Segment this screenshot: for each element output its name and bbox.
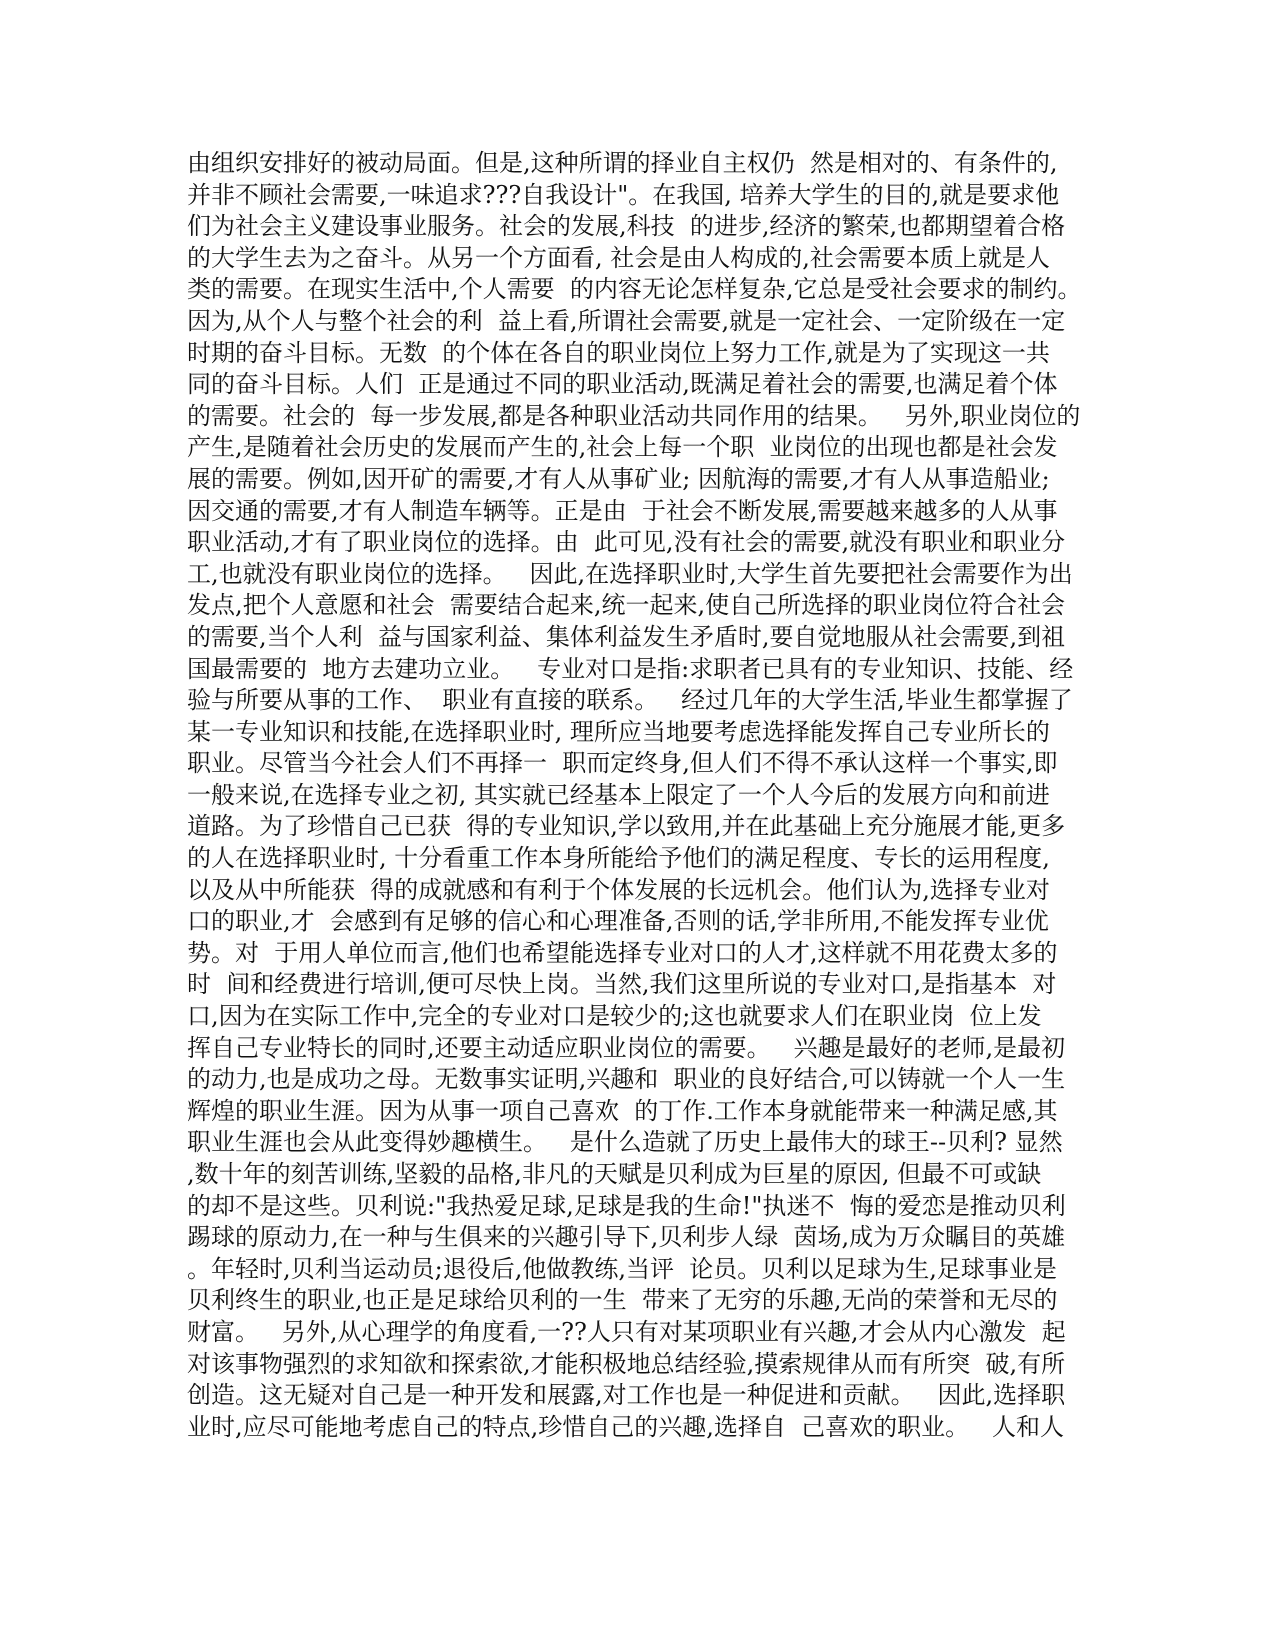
text-line: 的需要。社会的 每一步发展,都是各种职业活动共同作用的结果。 另外,职业岗位的 — [187, 401, 1081, 430]
text-line: 以及从中所能获 得的成就感和有利于个体发展的长远机会。他们认为,选择专业对 — [187, 875, 1050, 904]
text-line: 辉煌的职业生涯。因为从事一项自己喜欢 的丁作.工作本身就能带来一种满足感,其 — [187, 1096, 1058, 1125]
text-line: 工,也就没有职业岗位的选择。 因此,在选择职业时,大学生首先要把社会需要作为出 — [187, 559, 1073, 588]
text-line: 时期的奋斗目标。无数 的个体在各自的职业岗位上努力工作,就是为了实现这一共 — [187, 338, 1050, 367]
text-line: 由组织安排好的被动局面。但是,这种所谓的择业自主权仍 然是相对的、有条件的, — [187, 149, 1058, 177]
text-line: 口,因为在实际工作中,完全的专业对口是较少的;这也就要求人们在职业岗 位上发 — [187, 1002, 1042, 1031]
text-line: 势。对 于用人单位而言,他们也希望能选择专业对口的人才,这样就不用花费太多的 — [187, 938, 1058, 967]
text-line: 对该事物强烈的求知欲和探索欲,才能积极地总结经验,摸索规律从而有所突 破,有所 — [187, 1349, 1066, 1378]
text-line: 的却不是这些。贝利说:"我热爱足球,足球是我的生命!"执迷不 悔的爱恋是推动贝利 — [187, 1191, 1066, 1220]
text-line: 国最需要的 地方去建功立业。 专业对口是指:求职者已具有的专业知识、技能、经 — [187, 654, 1074, 683]
text-line: 口的职业,才 会感到有足够的信心和心理准备,否则的话,学非所用,不能发挥专业优 — [187, 907, 1049, 936]
text-line: 创造。这无疑对自己是一种开发和展露,对工作也是一种促进和贡献。 因此,选择职 — [187, 1381, 1066, 1410]
text-line: 挥自己专业特长的同时,还要主动适应职业岗位的需要。 兴趣是最好的老师,是最初 — [187, 1033, 1066, 1062]
text-line: 展的需要。例如,因开矿的需要,才有人从事矿业; 因航海的需要,才有人从事造船业; — [187, 464, 1050, 493]
text-line: 的动力,也是成功之母。无数事实证明,兴趣和 职业的良好结合,可以铸就一个人一生 — [187, 1065, 1066, 1094]
text-line: 产生,是随着社会历史的发展而产生的,社会上每一个职 业岗位的出现也都是社会发 — [187, 433, 1058, 462]
text-line: 财富。 另外,从心理学的角度看,一??人只有对某项职业有兴趣,才会从内心激发 起 — [187, 1317, 1066, 1346]
text-line: 贝利终生的职业,也正是足球给贝利的一生 带来了无穷的乐趣,无尚的荣誉和无尽的 — [187, 1286, 1058, 1315]
text-line: ,数十年的刻苦训练,坚毅的品格,非凡的天赋是贝利成为巨星的原因, 但最不可或缺 — [187, 1160, 1042, 1188]
text-line: 验与所要从事的工作、 职业有直接的联系。 经过几年的大学生活,毕业生都掌握了 — [187, 686, 1073, 715]
text-line: 。年轻时,贝利当运动员;退役后,他做教练,当评 论员。贝利以足球为生,足球事业是 — [187, 1254, 1057, 1283]
text-line: 因为,从个人与整个社会的利 益上看,所谓社会需要,就是一定社会、一定阶级在一定 — [187, 306, 1066, 335]
text-line: 同的奋斗目标。人们 正是通过不同的职业活动,既满足着社会的需要,也满足着个体 — [187, 370, 1058, 399]
text-line: 并非不顾社会需要,一味追求???自我设计"。在我国, 培养大学生的目的,就是要求他 — [187, 180, 1060, 209]
text-line: 某一专业知识和技能,在选择职业时, 理所应当地要考虑选择能发挥自己专业所长的 — [187, 717, 1050, 746]
text-line: 道路。为了珍惜自己已获 得的专业知识,学以致用,并在此基础上充分施展才能,更多 — [187, 812, 1066, 841]
body-text — [187, 148, 1087, 1443]
text-line: 时 间和经费进行培训,便可尽快上岗。当然,我们这里所说的专业对口,是指基本 对 — [187, 970, 1057, 999]
text-line: 的需要,当个人利 益与国家利益、集体利益发生矛盾时,要自觉地服从社会需要,到祖 — [187, 622, 1066, 651]
text-line: 一般来说,在选择专业之初, 其实就已经基本上限定了一个人今后的发展方向和前进 — [187, 780, 1050, 809]
text-line: 因交通的需要,才有人制造车辆等。正是由 于社会不断发展,需要越来越多的人从事 — [187, 496, 1058, 525]
text-line: 职业生涯也会从此变得妙趣横生。 是什么造就了历史上最伟大的球王--贝利? 显然 — [187, 1128, 1063, 1157]
text-line: 类的需要。在现实生活中,个人需要 的内容无论怎样复杂,它总是受社会要求的制约。 — [187, 275, 1082, 304]
text-line: 职业活动,才有了职业岗位的选择。由 此可见,没有社会的需要,就没有职业和职业分 — [187, 528, 1066, 557]
text-line: 们为社会主义建设事业服务。社会的发展,科技 的进步,经济的繁荣,也都期望着合格 — [187, 212, 1066, 241]
text-line: 职业。尽管当今社会人们不再择一 职而定终身,但人们不得不承认这样一个事实,即 — [187, 749, 1058, 778]
text-line: 发点,把个人意愿和社会 需要结合起来,统一起来,使自己所选择的职业岗位符合社会 — [187, 591, 1066, 620]
text-line: 的大学生去为之奋斗。从另一个方面看, 社会是由人构成的,社会需要本质上就是人 — [187, 243, 1050, 272]
text-line: 的人在选择职业时, 十分看重工作本身所能给予他们的满足程度、专长的运用程度, — [187, 844, 1050, 873]
text-line: 业时,应尽可能地考虑自己的特点,珍惜自己的兴趣,选择自 己喜欢的职业。 人和人 — [187, 1412, 1065, 1441]
text-line: 踢球的原动力,在一种与生俱来的兴趣引导下,贝利步人绿 茵场,成为万众瞩目的英雄 — [187, 1223, 1066, 1252]
